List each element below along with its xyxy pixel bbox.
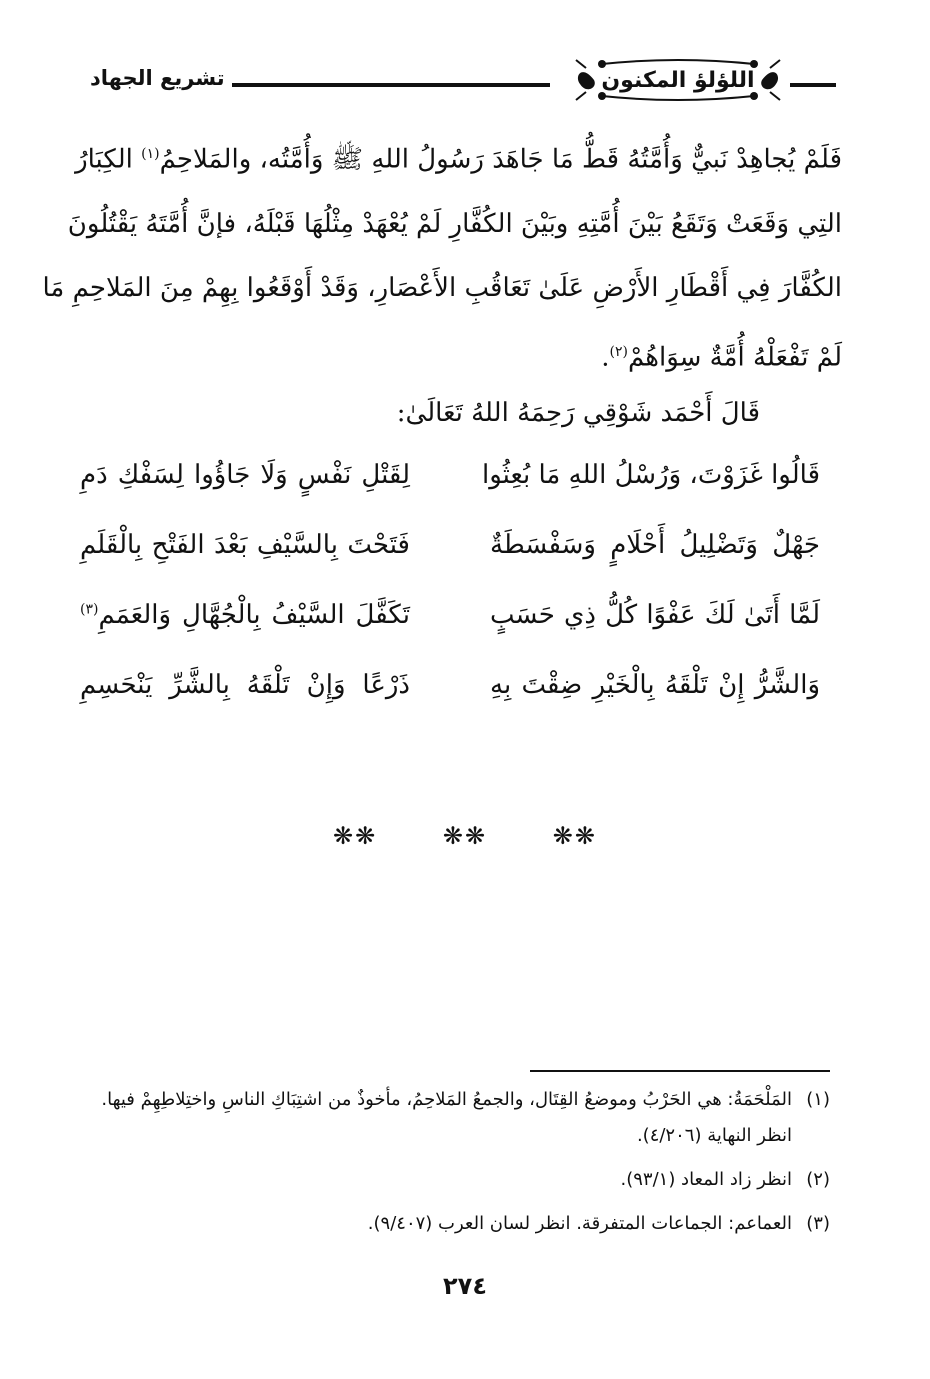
hemistich-left: تَكَفَّلَ السَّيْفُ بِالْجُهَّالِ وَالعَمَمِ$^{(٣)}$ [80,600,410,630]
book-title: اللؤلؤ المكنون [601,67,755,93]
paragraph-line-2: التِي وَقَعَتْ وَتَقَعُ بَيْنَ أُمَّتِهِ وبَيْنَ الكُفَّارِ لَمْ يُعْهَدْ مِثْلُهَا قَبْلَهُ، فإنَّ أُمَّتَهُ يَقْتُلُونَ [67,208,842,239]
footnote-2 [90,1162,830,1198]
poem-verse [80,530,820,586]
paragraph-line-3: الكُفَّارَ فِي أَقْطَارِ الأَرْضِ عَلَىٰ تَعَاقُبِ الأَعْصَارِ، وَقَدْ أَوْقَعُوا بِهِمْ مِنَ المَلاحِمِ مَا [42,272,842,303]
footnote-number: (١) [806,1089,830,1110]
hemistich-right: لَمَّا أَتَىٰ لَكَ عَفْوًا كُلُّ ذِي حَسَبٍ [490,600,820,630]
body-paragraph [42,122,842,389]
poem-verse [80,460,820,516]
section-separator [0,822,930,850]
footnote-text: انظر زاد المعاد (٩٣/١). [620,1169,792,1190]
footnote-marker-2[interactable]: (٢) [609,343,628,360]
asterism-icon: ❋❋ [442,822,488,850]
asterism-icon: ❋❋ [552,822,597,850]
footnote-marker-3[interactable]: (٣) [80,601,99,618]
hemistich-right: جَهْلٌ وَتَضْلِيلُ أَحْلَامٍ وَسَفْسَطَةٌ [490,530,820,560]
asterism-icon: ❋❋ [333,822,378,850]
footnote-3 [90,1206,830,1242]
footnote-text: المَلْحَمَةُ: هي الحَرْبُ وموضعُ القِتَال، والجمعُ المَلاحِمُ، مأخوذٌ من اشتِبَاكِ الناسِ واختِلاطِهِمْ فيها. انظر النهاية (٤/٢٠٦). [101,1089,792,1146]
poem-intro: قَالَ أَحْمَد شَوْقِي رَحِمَهُ اللهُ تَعَالَىٰ: [396,398,760,428]
footnote-number: (٣) [806,1213,830,1234]
hemistich-right: قَالُوا غَزَوْتَ، وَرُسْلُ اللهِ مَا بُعِثُوا [481,460,820,490]
paragraph-line-4: لَمْ تَفْعَلْهُ أُمَّةٌ سِوَاهُمْ$^{(٢)}$. [601,342,842,373]
footnote-text: العماعم: الجماعات المتفرقة. انظر لسان العرب (٩/٤٠٧). [367,1213,792,1234]
chapter-title: تشريع الجهاد [90,66,225,90]
footnote-number: (٢) [806,1169,830,1190]
book-title-ornament [572,54,784,106]
footnote-rule [530,1070,830,1072]
footnote-marker-1[interactable]: (١) [141,146,160,162]
header-rule-left [232,83,550,87]
hemistich-right: وَالشَّرُّ إِنْ تَلْقَهُ بِالْخَيْرِ ضِقْتَ بِهِ [490,670,820,700]
hemistich-left: لِقَتْلِ نَفْسٍ وَلَا جَاؤُوا لِسَفْكِ دَمِ [80,460,410,490]
hemistich-left: فَتَحْتَ بِالسَّيْفِ بَعْدَ الفَتْحِ بِالْقَلَمِ [80,530,410,560]
poem-verse [80,600,820,656]
hemistich-left: ذَرْعًا وَإِنْ تَلْقَهُ بِالشَّرِّ يَنْحَسِمِ [80,670,410,700]
paragraph-line-1: فَلَمْ يُجاهِدْ نَبيٌّ وَأُمَّتُهُ قَطُّ مَا جَاهَدَ رَسُولُ اللهِ ﷺ وَأُمَّتُه، والمَلاحِمُ$^{(١)}$ الكِبَارُ [75,144,842,175]
footnotes [90,1082,830,1242]
poem-verse [80,670,820,726]
poem [80,460,820,750]
header-rule-right [790,83,836,87]
footnote-1 [90,1082,830,1154]
page-number: ٢٧٤ [443,1272,487,1300]
